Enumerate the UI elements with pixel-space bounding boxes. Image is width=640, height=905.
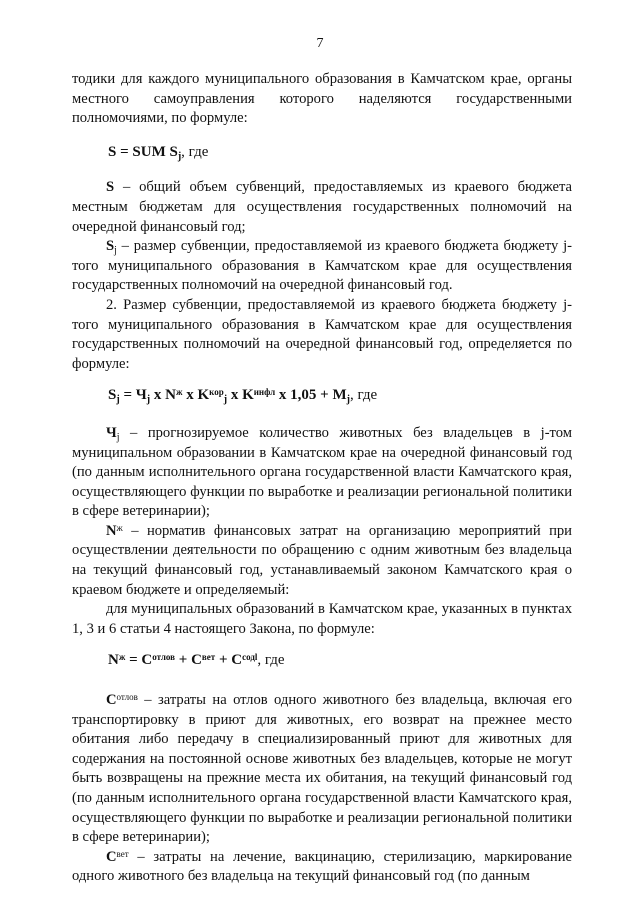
definition-text: – размер субвенции, предоставляемой из краевого бюджета бюджету j-того муниципального образования в Камчатском крае для осуществления государственных полномочий на очередной финансовый год. bbox=[72, 238, 572, 294]
symbol-sj bbox=[106, 238, 117, 257]
symbol-letter: N bbox=[106, 522, 117, 539]
definition-text: – норматив финансовых затрат на организацию мероприятий при осуществлении деятельности по обращению с одним животным без владельца на текущий финансовый год, устанавливаемый законом Камчатского края о краевом бюджете и определяемый: bbox=[72, 522, 572, 598]
formula-superscript: ж bbox=[175, 387, 183, 398]
formula-subscript: j bbox=[346, 394, 350, 406]
formula-part: = C bbox=[125, 652, 153, 669]
symbol-letter: C bbox=[106, 848, 117, 865]
formula-subscript: j bbox=[146, 394, 151, 406]
symbol-letter: S bbox=[106, 238, 115, 255]
definition-nzh bbox=[72, 522, 572, 600]
formula-where: , где bbox=[181, 143, 209, 160]
formula-superscript: инфл bbox=[253, 387, 276, 398]
definition-text: – прогнозируемое количество животных без владельцев в j-том муниципальном образовании в Камчатском крае на очередной финансовый год (по данным исполнительного органа государственной власти Камчатского края, осуществляющего функции по выработке и реализации региональной политики в сфере ветеринарии); bbox=[72, 424, 572, 520]
municipal-paragraph: для муниципальных образований в Камчатском крае, указанных в пунктах 1, 3 и 6 статьи 4 настоящего Закона, по формуле: bbox=[72, 601, 572, 637]
formula-subvention-size bbox=[72, 386, 572, 406]
definition-chj bbox=[72, 424, 572, 522]
formula-superscript: ж bbox=[118, 652, 126, 663]
formula-superscript: отлов bbox=[152, 652, 176, 663]
symbol-chj bbox=[106, 425, 120, 441]
item-2-paragraph: 2. Размер субвенции, предоставляемой из краевого бюджета бюджету j-того муниципального образования в Камчатском крае для осуществления государственных полномочий на очередной финансовый год, определяется по формуле: bbox=[72, 296, 572, 372]
formula-part: x N bbox=[150, 387, 176, 404]
symbol-cotlov bbox=[106, 692, 138, 708]
symbol-superscript: отлов bbox=[116, 692, 138, 703]
formula-superscript: содl bbox=[242, 652, 258, 663]
formula-superscript: кор bbox=[209, 387, 224, 398]
intro-paragraph: тодики для каждого муниципального образования в Камчатском крае, органы местного самоуправления которого наделяются государственными полномочиями, по формуле: bbox=[72, 71, 572, 127]
page-number: 7 bbox=[316, 36, 324, 51]
symbol-s: S bbox=[106, 179, 115, 196]
symbol-superscript: вет bbox=[116, 848, 129, 859]
definition-text: – общий объем субвенций, предоставляемых из краевого бюджета местным бюджетам для осуществления государственных полномочий на очередной финансовый год; bbox=[72, 179, 572, 235]
formula-part: + C bbox=[175, 652, 202, 669]
symbol-letter: Ч bbox=[106, 424, 117, 441]
symbol-letter: C bbox=[106, 692, 117, 709]
formula-part: S bbox=[108, 387, 117, 404]
symbol-superscript: ж bbox=[116, 522, 123, 533]
formula-part: x 1,05 + M bbox=[275, 387, 347, 404]
formula-norm bbox=[72, 651, 572, 671]
formula-total-subvention bbox=[72, 143, 572, 163]
symbol-subscript: j bbox=[116, 431, 120, 443]
definition-cotlov bbox=[72, 691, 572, 848]
formula-part: N bbox=[108, 652, 119, 669]
definition-text: – затраты на отлов одного животного без владельца, включая его транспортировку в приют для животных, его возврат на прежнее место обитания либо передачу в специализированный приют для животных для содержания на постоянной основе животных без владельцев, которые не могут быть возвращены на прежние места их обитания, на текущий финансовый год (по данным исполнительного органа государственной власти Камчатского края, осуществляющего функции по выработке и реализации региональной политики в сфере ветеринарии); bbox=[72, 692, 572, 846]
document-body bbox=[72, 70, 572, 887]
definition-text: – затраты на лечение, вакцинацию, стерилизацию, маркирование одного животного без владельца на текущий финансовый год (по данным bbox=[72, 848, 572, 885]
symbol-cvet bbox=[106, 849, 129, 865]
formula-part: + C bbox=[215, 652, 243, 669]
formula-part: = Ч bbox=[119, 387, 147, 404]
formula-part: S = SUM S bbox=[108, 143, 178, 160]
formula-part: x K bbox=[182, 387, 210, 404]
formula-where: , где bbox=[349, 387, 378, 404]
symbol-subscript: j bbox=[114, 245, 117, 257]
definition-s bbox=[72, 178, 572, 237]
formula-subscript: j bbox=[116, 394, 120, 406]
definition-cvet bbox=[72, 848, 572, 887]
definition-sj bbox=[72, 237, 572, 296]
symbol-nzh bbox=[106, 523, 123, 539]
formula-part: x K bbox=[227, 387, 254, 404]
formula-where: , где bbox=[257, 652, 285, 669]
formula-subscript: j bbox=[223, 394, 228, 406]
formula-superscript: вет bbox=[201, 652, 216, 663]
formula-subscript: j bbox=[177, 150, 182, 162]
